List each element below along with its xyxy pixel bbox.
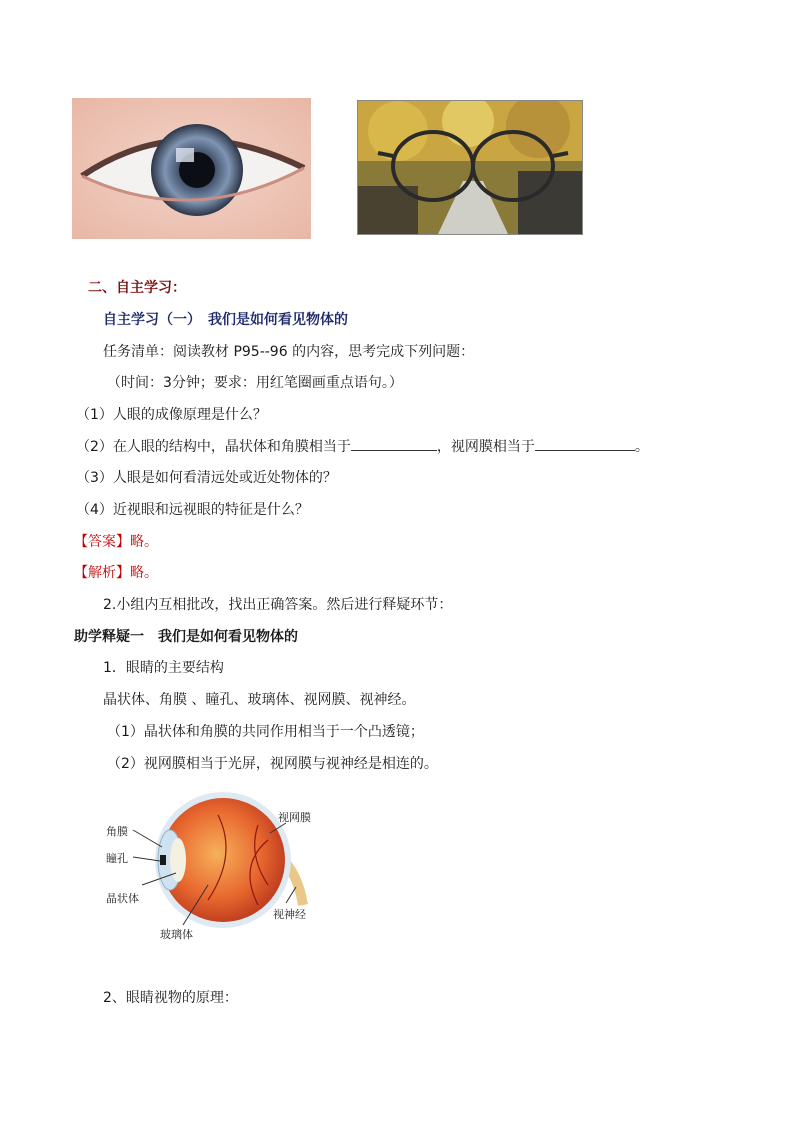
structure-point-2: （2）视网膜相当于光屏，视网膜与视神经是相连的。: [107, 756, 438, 772]
answer-line: [74, 532, 158, 552]
label-retina: 视网膜: [278, 811, 311, 824]
question-3: （3）人眼是如何看清远处或近处物体的？: [76, 470, 337, 486]
analysis-line: [74, 563, 158, 583]
eye-anatomy-diagram: [98, 785, 328, 947]
structure-heading: 1．眼睛的主要结构: [103, 660, 224, 676]
eye-closeup-photo: [72, 98, 311, 239]
section-heading: 二、自主学习：: [88, 280, 186, 296]
answer-blank-1[interactable]: [351, 436, 437, 451]
analysis-text: 略。: [130, 565, 158, 581]
label-pupil: 瞳孔: [106, 852, 128, 865]
task-list-text: 任务清单：阅读教材 P95--96 的内容，思考完成下列问题：: [103, 344, 475, 360]
time-note: （时间：3分钟；要求：用红笔圈画重点语句。）: [107, 375, 403, 391]
question-2: [76, 436, 649, 457]
question-1: （1）人眼的成像原理是什么？: [76, 407, 267, 423]
analysis-tag: 【解析】: [74, 565, 130, 581]
glasses-park-photo: [357, 100, 583, 235]
answer-tag: 【答案】: [74, 534, 130, 550]
study-title: 自主学习（一） 我们是如何看见物体的: [103, 312, 348, 328]
question-2-part-a: （2）在人眼的结构中，晶状体和角膜相当于: [76, 439, 351, 455]
group-check-text: 2.小组内互相批改，找出正确答案。然后进行释疑环节：: [103, 597, 453, 613]
structure-parts: 晶状体、角膜 、瞳孔、玻璃体、视网膜、视神经。: [103, 692, 416, 708]
help-title: 助学释疑一 我们是如何看见物体的: [74, 629, 298, 645]
principle-heading: 2、眼睛视物的原理：: [103, 990, 238, 1006]
answer-blank-2[interactable]: [535, 436, 635, 451]
answer-text: 略。: [130, 534, 158, 550]
question-2-part-c: 。: [634, 439, 649, 455]
label-vitreous: 玻璃体: [160, 928, 193, 941]
label-cornea: 角膜: [106, 825, 128, 838]
structure-point-1: （1）晶状体和角膜的共同作用相当于一个凸透镜；: [107, 724, 424, 740]
question-2-part-b: ，视网膜相当于: [436, 439, 535, 455]
label-optic-nerve: 视神经: [273, 908, 306, 921]
label-lens: 晶状体: [106, 892, 139, 905]
question-4: （4）近视眼和远视眼的特征是什么？: [76, 502, 309, 518]
